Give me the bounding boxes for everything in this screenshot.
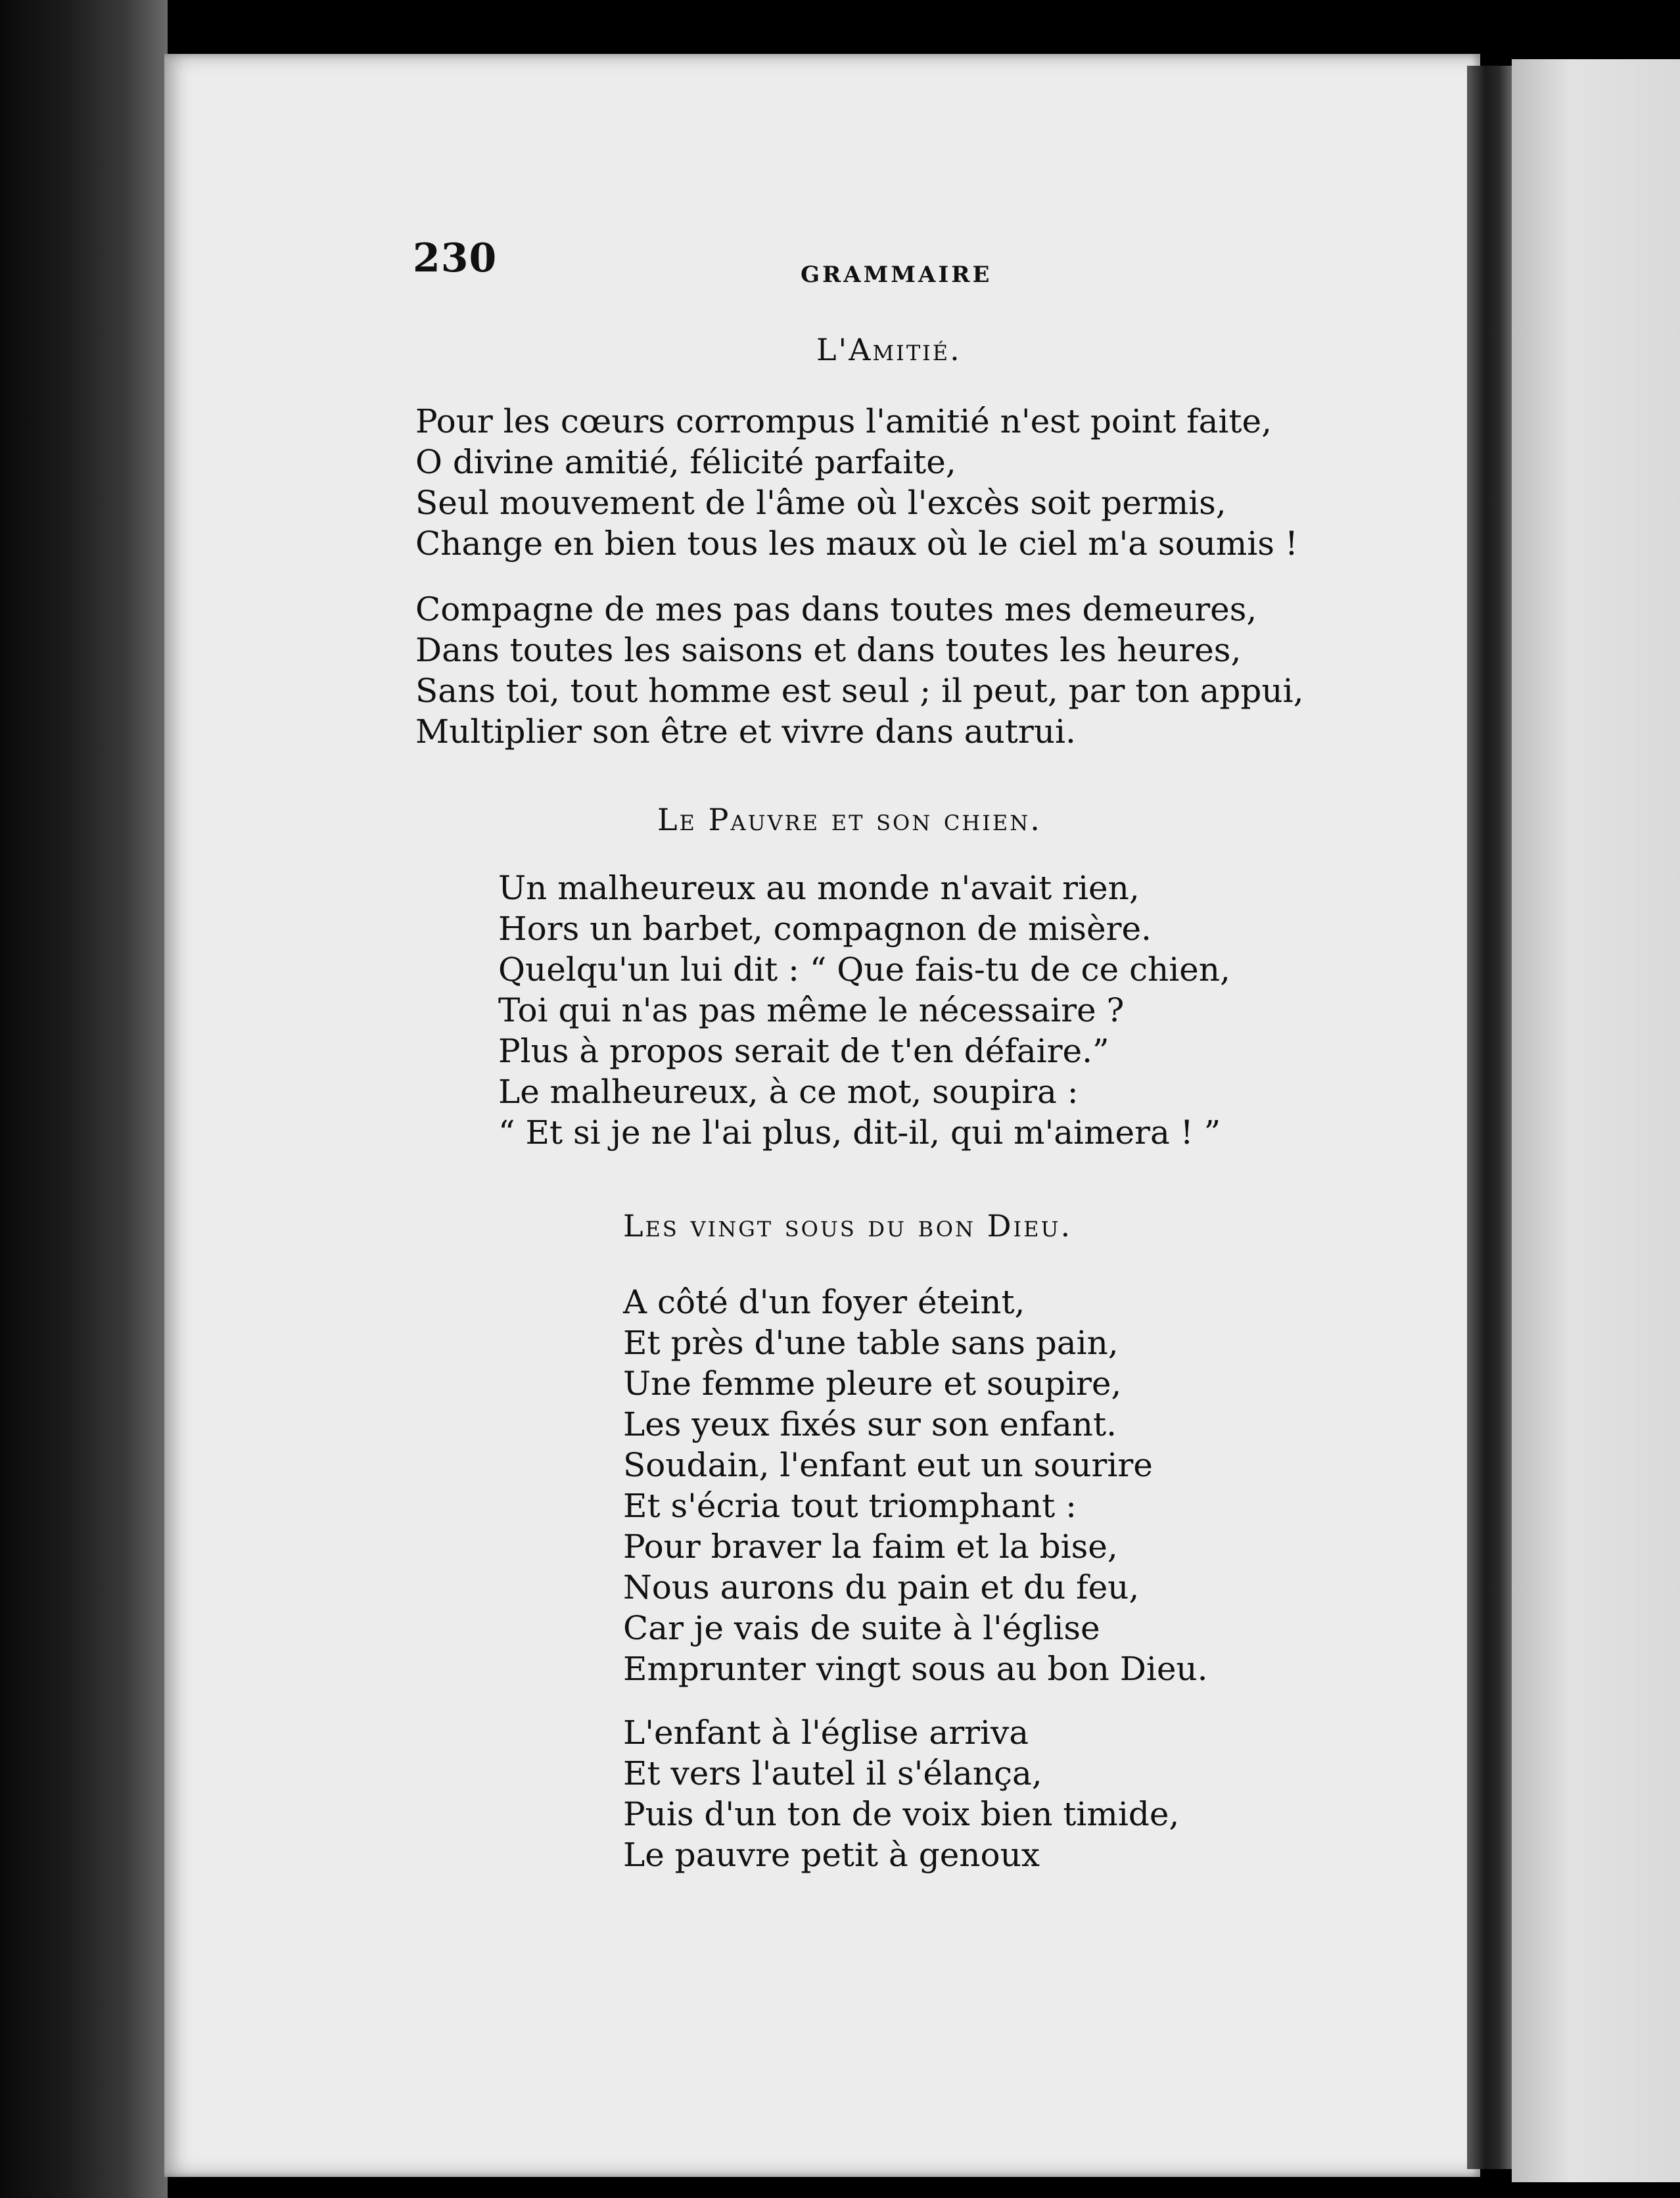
verse-line: Et près d'une table sans pain,: [623, 1324, 1119, 1362]
poem-stanza: [415, 589, 1303, 752]
verse-line: Et vers l'autel il s'élança,: [623, 1754, 1042, 1792]
verse-line: Quelqu'un lui dit : “ Que fais-tu de ce chien,: [498, 950, 1230, 989]
verse-line: Et s'écria tout triomphant :: [623, 1487, 1077, 1525]
verse-line: Plus à propos serait de t'en défaire.”: [498, 1032, 1109, 1070]
verse-line: L'enfant à l'église arriva: [623, 1714, 1029, 1752]
poem-stanza: [623, 1712, 1179, 1875]
verse-line: Un malheureux au monde n'avait rien,: [498, 869, 1140, 907]
verse-line: Le malheureux, à ce mot, soupira :: [498, 1073, 1079, 1111]
verse-line: A côté d'un foyer éteint,: [623, 1283, 1025, 1321]
verse-line: Les yeux fixés sur son enfant.: [623, 1405, 1117, 1443]
verse-line: Compagne de mes pas dans toutes mes demeures,: [415, 590, 1257, 628]
verse-line: Toi qui n'as pas même le nécessaire ?: [498, 991, 1125, 1029]
verse-line: O divine amitié, félicité parfaite,: [415, 443, 956, 481]
poem-title: Le Pauvre et son chien.: [657, 802, 1042, 837]
verse-line: “ Et si je ne l'ai plus, dit-il, qui m'aimera ! ”: [498, 1113, 1221, 1152]
verse-line: Emprunter vingt sous au bon Dieu.: [623, 1650, 1208, 1688]
poem-title: L'Amitié.: [816, 332, 962, 367]
poem-stanza: [415, 401, 1298, 564]
verse-line: Car je vais de suite à l'église: [623, 1609, 1100, 1647]
poem-title: Les vingt sous du bon Dieu.: [623, 1208, 1073, 1244]
verse-line: Seul mouvement de l'âme où l'excès soit permis,: [415, 484, 1226, 522]
poem-stanza: [498, 868, 1230, 1153]
verse-line: Change en bien tous les maux où le ciel m'a soumis !: [415, 525, 1298, 563]
running-head: GRAMMAIRE: [801, 262, 992, 288]
verse-line: Hors un barbet, compagnon de misère.: [498, 910, 1152, 948]
verse-line: Multiplier son être et vivre dans autrui.: [415, 713, 1076, 751]
page-number: 230: [413, 235, 498, 281]
verse-line: Nous aurons du pain et du feu,: [623, 1568, 1140, 1606]
verse-line: Dans toutes les saisons et dans toutes les heures,: [415, 631, 1242, 669]
verse-line: Soudain, l'enfant eut un sourire: [623, 1446, 1153, 1484]
verse-line: Une femme pleure et soupire,: [623, 1365, 1122, 1403]
verse-line: Pour les cœurs corrompus l'amitié n'est point faite,: [415, 402, 1272, 440]
poem-stanza: [623, 1282, 1208, 1689]
verse-line: Puis d'un ton de voix bien timide,: [623, 1795, 1180, 1833]
verse-line: Pour braver la faim et la bise,: [623, 1528, 1118, 1566]
verse-line: Sans toi, tout homme est seul ; il peut, par ton appui,: [415, 672, 1304, 710]
verse-line: Le pauvre petit à genoux: [623, 1836, 1040, 1874]
